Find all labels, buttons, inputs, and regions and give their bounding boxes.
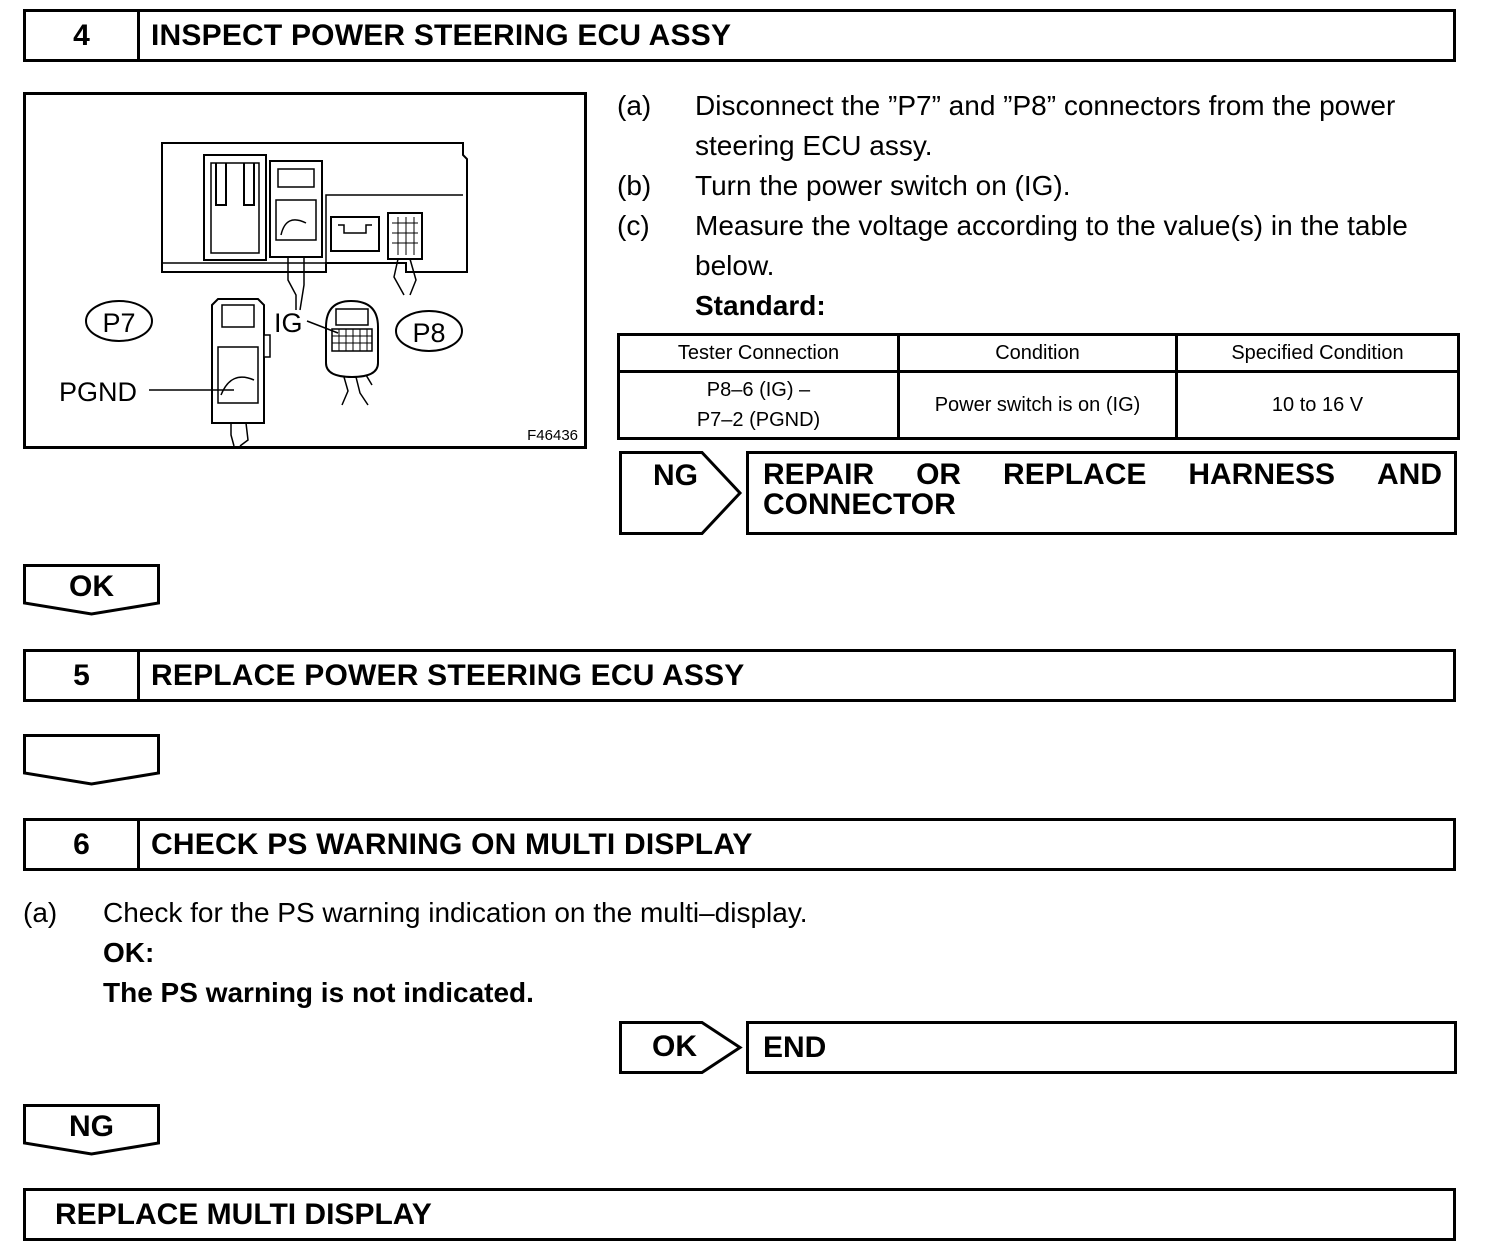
p7-label: P7 <box>102 308 136 338</box>
instruction-a-text: Check for the PS warning indication on the multi–display. <box>103 897 808 928</box>
ng-action-word: REPAIR <box>763 458 875 491</box>
instruction-b-letter: (b) <box>617 170 652 201</box>
standard-label: Standard: <box>695 290 826 321</box>
ng-action-line-1 <box>763 460 1442 490</box>
ok-condition-text: The PS warning is not indicated. <box>103 977 534 1008</box>
ok-label: OK <box>69 570 114 603</box>
end-box <box>746 1021 1457 1074</box>
tester-connection-line-2: P7–2 (PGND) <box>696 409 821 431</box>
step-title: CHECK PS WARNING ON MULTI DISPLAY <box>151 827 753 861</box>
ng-action-word: REPLACE <box>1003 458 1147 491</box>
figure-id: F46436 <box>527 427 578 444</box>
connector-diagram <box>26 95 584 446</box>
ng-result-arrow <box>619 451 743 535</box>
pgnd-label: PGND <box>59 377 138 407</box>
instruction-c-line-1: Measure the voltage according to the value(s) in the table <box>695 210 1408 241</box>
ok-down-arrow <box>23 564 160 616</box>
ng-down-arrow <box>23 1104 160 1156</box>
step-number: 6 <box>26 821 140 868</box>
next-down-arrow <box>23 734 160 786</box>
step-5-header <box>23 649 1456 702</box>
ng-action-line-2: CONNECTOR <box>763 488 956 521</box>
ok-heading: OK: <box>103 937 155 968</box>
p8-label: P8 <box>412 318 446 348</box>
step-6-instructions <box>23 893 1023 1018</box>
step-number: 5 <box>26 652 140 699</box>
step-title: REPLACE POWER STEERING ECU ASSY <box>151 658 745 692</box>
table-header: Condition <box>899 335 1177 372</box>
ng-label: NG <box>653 459 698 492</box>
instruction-a-line-2: steering ECU assy. <box>695 130 933 161</box>
instruction-c-letter: (c) <box>617 210 650 241</box>
table-cell-specified: 10 to 16 V <box>1177 372 1459 439</box>
table-cell-tester-connection <box>619 372 899 439</box>
ng-down-label: NG <box>69 1110 114 1143</box>
tester-connection-line-1: P8–6 (IG) – <box>706 379 811 401</box>
step-4-header <box>23 9 1456 62</box>
ok-result-arrow <box>619 1021 743 1074</box>
instruction-a-line-1: Disconnect the ”P7” and ”P8” connectors from the power <box>695 90 1396 121</box>
end-label: END <box>763 1031 827 1064</box>
table-header: Specified Condition <box>1177 335 1459 372</box>
step-4-instructions <box>617 86 1477 326</box>
final-action-box <box>23 1188 1456 1241</box>
ig-label: IG <box>274 308 303 338</box>
step-title: INSPECT POWER STEERING ECU ASSY <box>151 18 732 52</box>
table-cell-condition: Power switch is on (IG) <box>899 372 1177 439</box>
instruction-a-letter: (a) <box>617 90 652 121</box>
instruction-a-letter: (a) <box>23 897 58 928</box>
ok-result-label: OK <box>652 1030 697 1063</box>
table-header: Tester Connection <box>619 335 899 372</box>
instruction-b-line-1: Turn the power switch on (IG). <box>695 170 1071 201</box>
ng-action-box <box>746 451 1457 535</box>
step-6-header <box>23 818 1456 871</box>
ng-action-word: OR <box>916 458 962 491</box>
ng-action-word: AND <box>1377 458 1442 491</box>
ng-action-word: HARNESS <box>1188 458 1336 491</box>
connector-figure <box>23 92 587 449</box>
instruction-c-line-2: below. <box>695 250 775 281</box>
final-action-title: REPLACE MULTI DISPLAY <box>55 1197 432 1231</box>
standard-table <box>617 333 1460 440</box>
table-row <box>619 372 1459 439</box>
table-header-row <box>619 335 1459 372</box>
step-number: 4 <box>26 12 140 59</box>
